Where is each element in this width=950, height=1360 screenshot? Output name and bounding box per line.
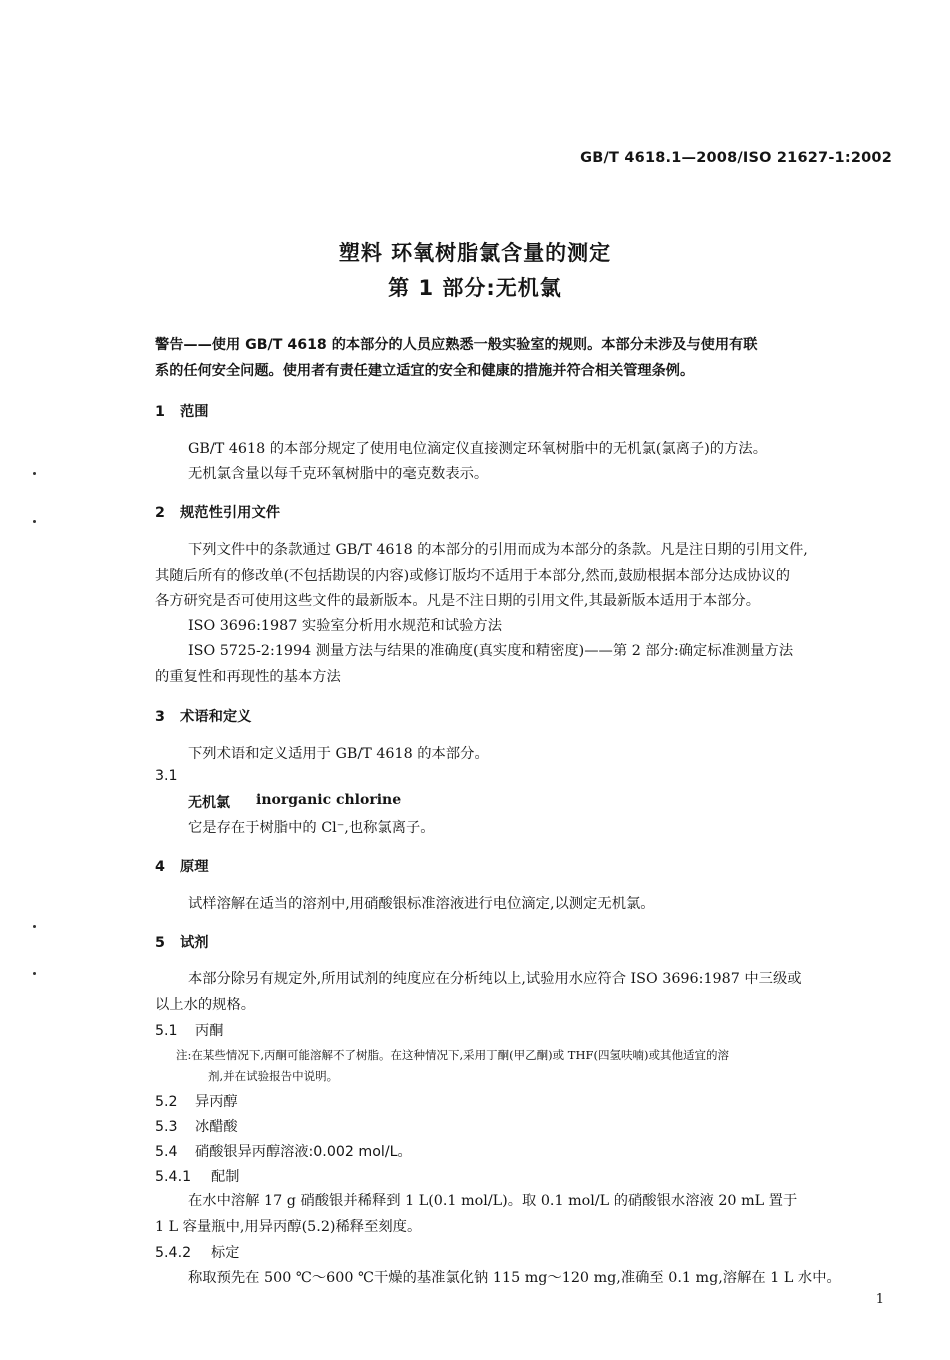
paragraph: 1 L 容量瓶中,用异丙醇(5.2)稀释至刻度。 bbox=[155, 1219, 422, 1235]
title-part: 第 1 部分:无机氯 bbox=[388, 276, 562, 300]
section-5-heading bbox=[155, 932, 209, 952]
item-5-4 bbox=[155, 1141, 412, 1161]
scan-mark bbox=[33, 520, 36, 523]
subclause-3-1-number: 3.1 bbox=[155, 768, 178, 784]
section-title: 范围 bbox=[180, 404, 209, 420]
note-line-1: 注:在某些情况下,丙酮可能溶解不了树脂。在这种情况下,采用丁酮(甲乙酮)或 THF(四氢呋喃)或其他适宜的溶 bbox=[176, 1048, 729, 1062]
item-5-2 bbox=[155, 1091, 238, 1111]
item-number: 5.4 bbox=[155, 1144, 178, 1160]
paragraph: 下列文件中的条款通过 GB/T 4618 的本部分的引用而成为本部分的条款。凡是注日期的引用文件, bbox=[188, 542, 808, 558]
section-number: 1 bbox=[155, 404, 165, 420]
paragraph: 下列术语和定义适用于 GB/T 4618 的本部分。 bbox=[188, 746, 489, 762]
reference-iso-5725-cont: 的重复性和再现性的基本方法 bbox=[155, 669, 341, 685]
warning-line-2: 系的任何安全问题。使用者有责任建立适宜的安全和健康的措施并符合相关管理条例。 bbox=[155, 363, 695, 379]
scan-mark bbox=[33, 925, 36, 928]
item-label: 硝酸银异丙醇溶液:0.002 mol/L。 bbox=[195, 1144, 412, 1160]
item-label: 丙酮 bbox=[195, 1023, 224, 1039]
warning-line-1: 警告——使用 GB/T 4618 的本部分的人员应熟悉一般实验室的规则。本部分未涉及与使用有联 bbox=[155, 337, 758, 353]
item-number: 5.2 bbox=[155, 1094, 178, 1110]
item-label: 标定 bbox=[211, 1245, 240, 1261]
item-label: 异丙醇 bbox=[195, 1094, 238, 1110]
scan-mark bbox=[33, 972, 36, 975]
section-2-heading bbox=[155, 502, 280, 522]
item-number: 5.1 bbox=[155, 1023, 178, 1039]
term-definition: 它是存在于树脂中的 Cl⁻,也称氯离子。 bbox=[188, 820, 435, 836]
section-title: 术语和定义 bbox=[180, 709, 252, 725]
section-title: 试剂 bbox=[180, 935, 209, 951]
paragraph: 其随后所有的修改单(不包括勘误的内容)或修订版均不适用于本部分,然而,鼓励根据本部分达成协议的 bbox=[155, 568, 791, 584]
item-5-4-1 bbox=[155, 1166, 239, 1186]
paragraph: GB/T 4618 的本部分规定了使用电位滴定仪直接测定环氧树脂中的无机氯(氯离子)的方法。 bbox=[188, 441, 767, 457]
paragraph: 各方研究是否可使用这些文件的最新版本。凡是不注日期的引用文件,其最新版本适用于本部分。 bbox=[155, 593, 761, 609]
item-number: 5.4.1 bbox=[155, 1169, 192, 1185]
item-5-1 bbox=[155, 1020, 223, 1040]
title-main: 塑料 环氧树脂氯含量的测定 bbox=[338, 241, 612, 265]
reference-iso-3696: ISO 3696:1987 实验室分析用水规范和试验方法 bbox=[188, 618, 502, 634]
section-number: 2 bbox=[155, 505, 165, 521]
paragraph: 试样溶解在适当的溶剂中,用硝酸银标准溶液进行电位滴定,以测定无机氯。 bbox=[188, 896, 655, 912]
item-label: 配制 bbox=[211, 1169, 240, 1185]
paragraph: 以上水的规格。 bbox=[155, 997, 256, 1013]
section-3-heading bbox=[155, 706, 251, 726]
section-1-heading bbox=[155, 401, 209, 421]
paragraph: 无机氯含量以每千克环氧树脂中的毫克数表示。 bbox=[188, 466, 489, 482]
section-number: 3 bbox=[155, 709, 165, 725]
item-number: 5.4.2 bbox=[155, 1245, 192, 1261]
paragraph: 称取预先在 500 ℃～600 ℃干燥的基准氯化钠 115 mg～120 mg,准确至 0.1 mg,溶解在 1 L 水中。 bbox=[188, 1270, 841, 1286]
paragraph: 在水中溶解 17 g 硝酸银并稀释到 1 L(0.1 mol/L)。取 0.1 mol/L 的硝酸银水溶液 20 mL 置于 bbox=[188, 1193, 798, 1209]
item-label: 冰醋酸 bbox=[195, 1119, 238, 1135]
standard-code: GB/T 4618.1—2008/ISO 21627-1:2002 bbox=[580, 150, 892, 166]
item-5-4-2 bbox=[155, 1242, 239, 1262]
scan-mark bbox=[33, 472, 36, 475]
section-title: 规范性引用文件 bbox=[180, 505, 281, 521]
reference-iso-5725: ISO 5725-2:1994 测量方法与结果的准确度(真实度和精密度)——第 2 部分:确定标准测量方法 bbox=[188, 643, 794, 659]
note-line-2: 剂,并在试验报告中说明。 bbox=[208, 1069, 339, 1083]
section-title: 原理 bbox=[180, 859, 209, 875]
item-5-3 bbox=[155, 1116, 238, 1136]
section-number: 4 bbox=[155, 859, 165, 875]
page-number: 1 bbox=[875, 1292, 884, 1307]
paragraph: 本部分除另有规定外,所用试剂的纯度应在分析纯以上,试验用水应符合 ISO 3696:1987 中三级或 bbox=[188, 971, 802, 987]
section-4-heading bbox=[155, 856, 209, 876]
section-number: 5 bbox=[155, 935, 165, 951]
term-chinese: 无机氯 bbox=[188, 795, 230, 811]
term-english: inorganic chlorine bbox=[256, 792, 402, 808]
item-number: 5.3 bbox=[155, 1119, 178, 1135]
